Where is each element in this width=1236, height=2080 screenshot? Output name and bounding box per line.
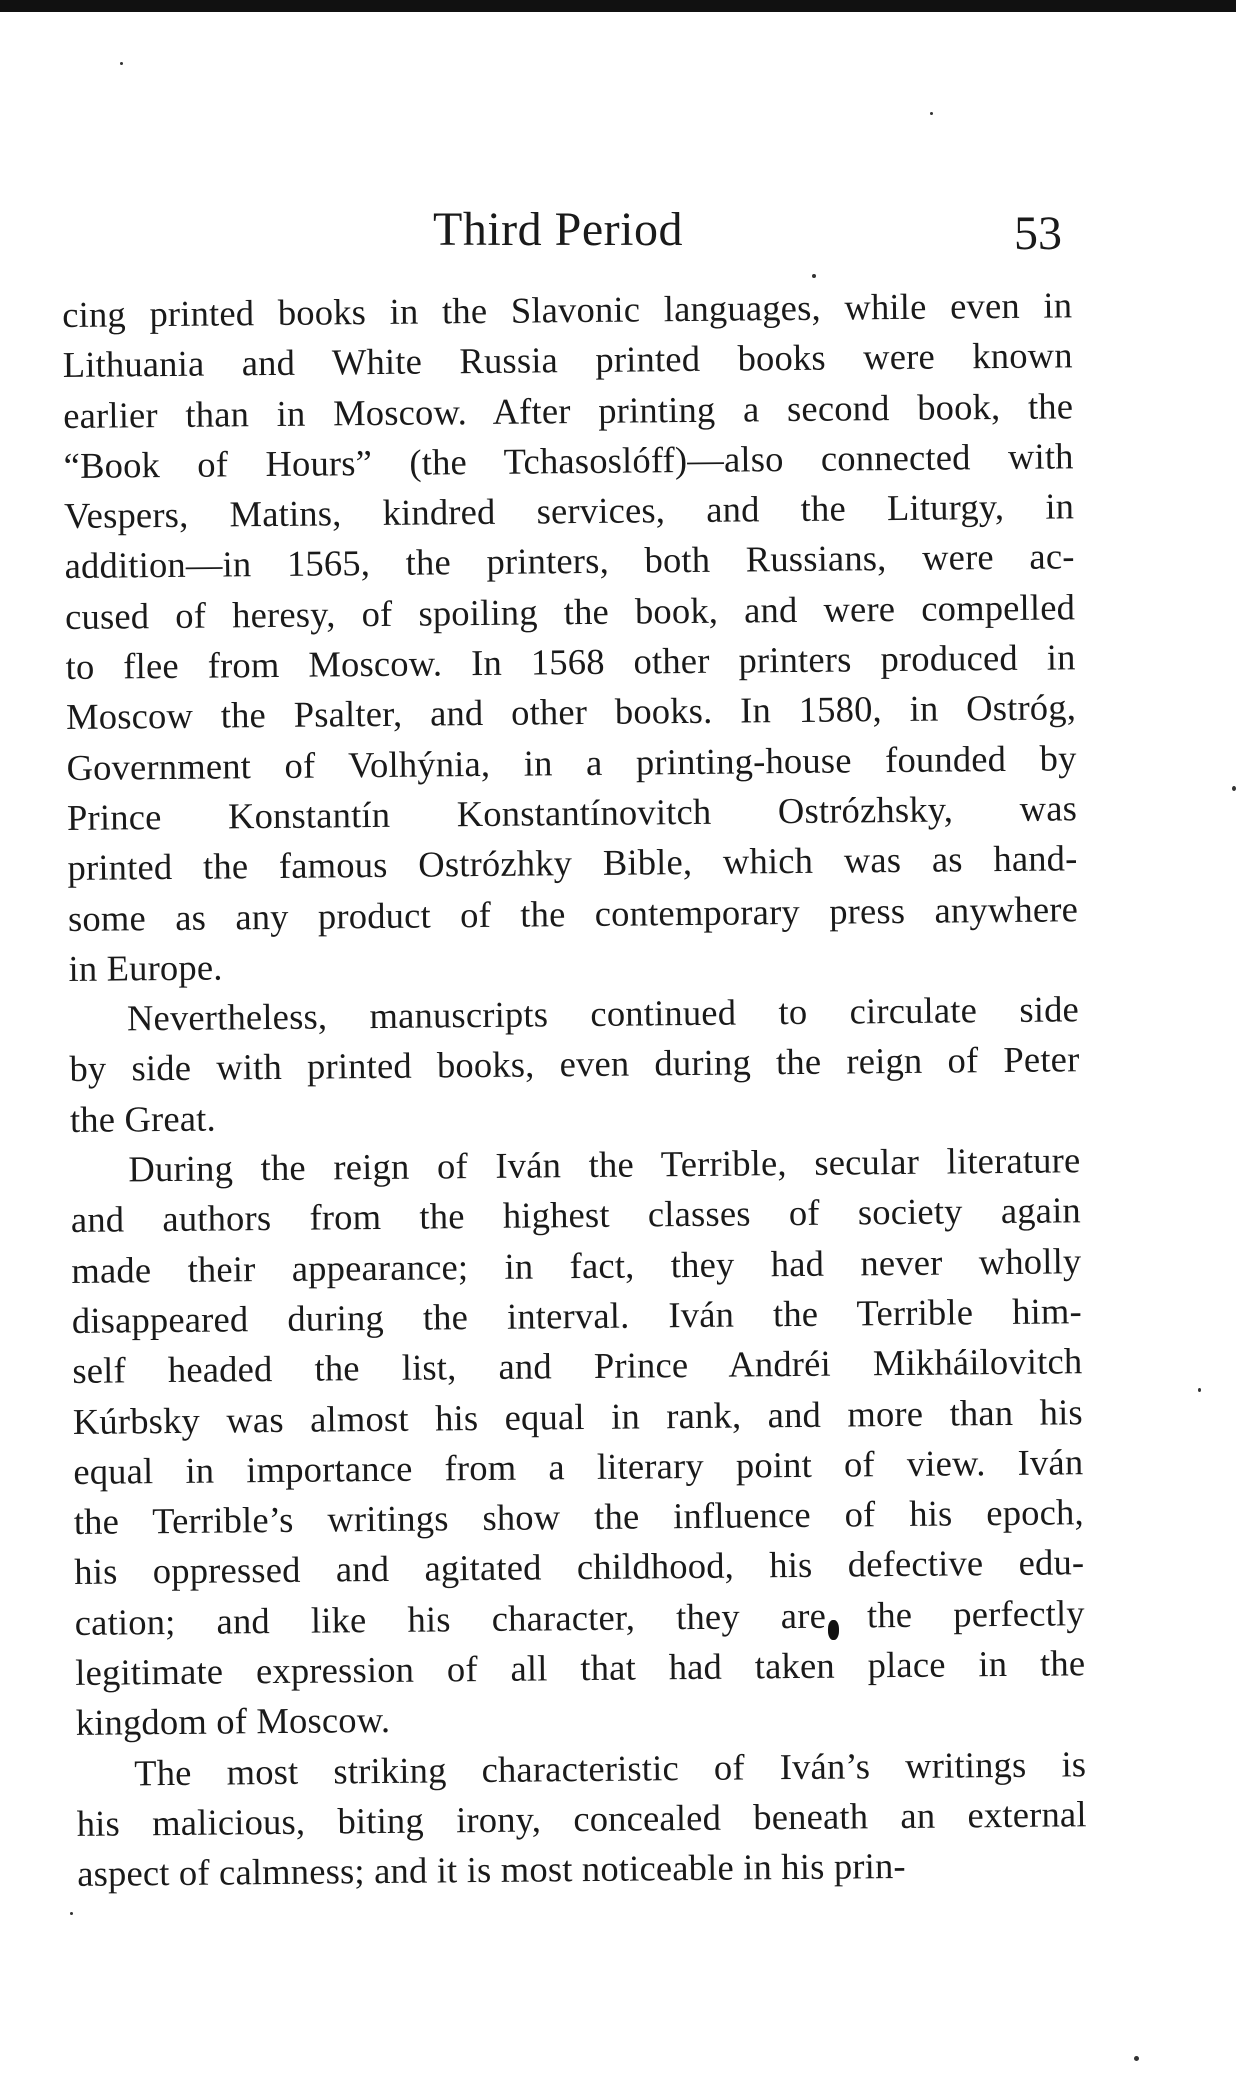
text-line: disappeared during the interval. Iván the Terrible him- [71, 1290, 1083, 1341]
page-title: Third Period [433, 203, 683, 256]
text-line: Government of Volhýnia, in a printing-house founded by [66, 736, 1077, 788]
text-line: Moscow the Psalter, and other books. In 1580, in Ostróg, [65, 686, 1077, 738]
scan-speck [120, 62, 123, 65]
text-line: earlier than in Moscow. After printing a second book, the [63, 384, 1074, 436]
scan-speck [1198, 1388, 1201, 1392]
text-line: by side with printed books, even during the reign of Peter [69, 1038, 1080, 1090]
paragraph [62, 280, 1079, 994]
text-line: self headed the list, and Prince Andréi Mikháilovitch [72, 1340, 1083, 1392]
text-line: aspect of calmness; and it is most noticeable in his prin- [77, 1845, 906, 1895]
text-line: cing printed books in the Slavonic languages, while even in [62, 284, 1073, 335]
scan-speck [930, 112, 933, 115]
scan-speck [70, 1912, 73, 1915]
text-line: some as any product of the contemporary press anywhere [67, 887, 1079, 939]
paragraph [70, 1135, 1086, 1748]
text-line: “Book of Hours” (the Tchasoslóff)—also connected with [63, 435, 1074, 486]
text-line: cation; and like his character, they are the perfectly [74, 1591, 1085, 1643]
text-line: the Terrible’s writings show the influence of his epoch, [73, 1491, 1084, 1543]
text-line: Nevertheless, manuscripts continued to circulate side [126, 988, 1080, 1039]
paragraph [69, 984, 1080, 1145]
text-line: kingdom of Moscow. [75, 1699, 391, 1744]
scan-speck [1134, 2056, 1139, 2061]
text-line: legitimate expression of all that had taken place in the [75, 1642, 1086, 1693]
text-line: his malicious, biting irony, concealed beneath an external [76, 1793, 1087, 1844]
text-line: During the reign of Iván the Terrible, secular literature [128, 1139, 1081, 1190]
running-head [0, 202, 1236, 262]
text-line: his oppressed and agitated childhood, his defective edu- [74, 1541, 1085, 1593]
text-line: made their appearance; in fact, they had never wholly [71, 1239, 1082, 1291]
text-line: the Great. [69, 1097, 217, 1140]
text-line: The most striking characteristic of Iván’s writings is [134, 1742, 1087, 1793]
scan-top-edge [0, 0, 1236, 12]
scan-speck [1232, 786, 1236, 791]
text-line: Vespers, Matins, kindred services, and the Liturgy, in [63, 485, 1075, 537]
text-line: printed the famous Ostrózhky Bible, which was as hand- [67, 837, 1078, 889]
text-line: Kúrbsky was almost his equal in rank, and more than his [72, 1390, 1084, 1442]
text-line: to flee from Moscow. In 1568 other printers produced in [65, 636, 1076, 688]
text-line: in Europe. [68, 946, 223, 989]
text-line: Lithuania and White Russia printed books were known [62, 334, 1073, 386]
paragraph [76, 1739, 1087, 1900]
page-number: 53 [1014, 207, 1062, 260]
body-text [62, 280, 1087, 1899]
text-line: addition—in 1565, the printers, both Russians, were ac- [64, 535, 1075, 587]
text-line: Prince Konstantín Konstantínovitch Ostrózhsky, was [66, 787, 1078, 838]
text-line: and authors from the highest classes of society again [70, 1189, 1082, 1241]
text-line: cused of heresy, of spoiling the book, and were compelled [64, 586, 1076, 637]
text-line: equal in importance from a literary point of view. Iván [73, 1441, 1084, 1492]
scan-speck [812, 274, 816, 278]
